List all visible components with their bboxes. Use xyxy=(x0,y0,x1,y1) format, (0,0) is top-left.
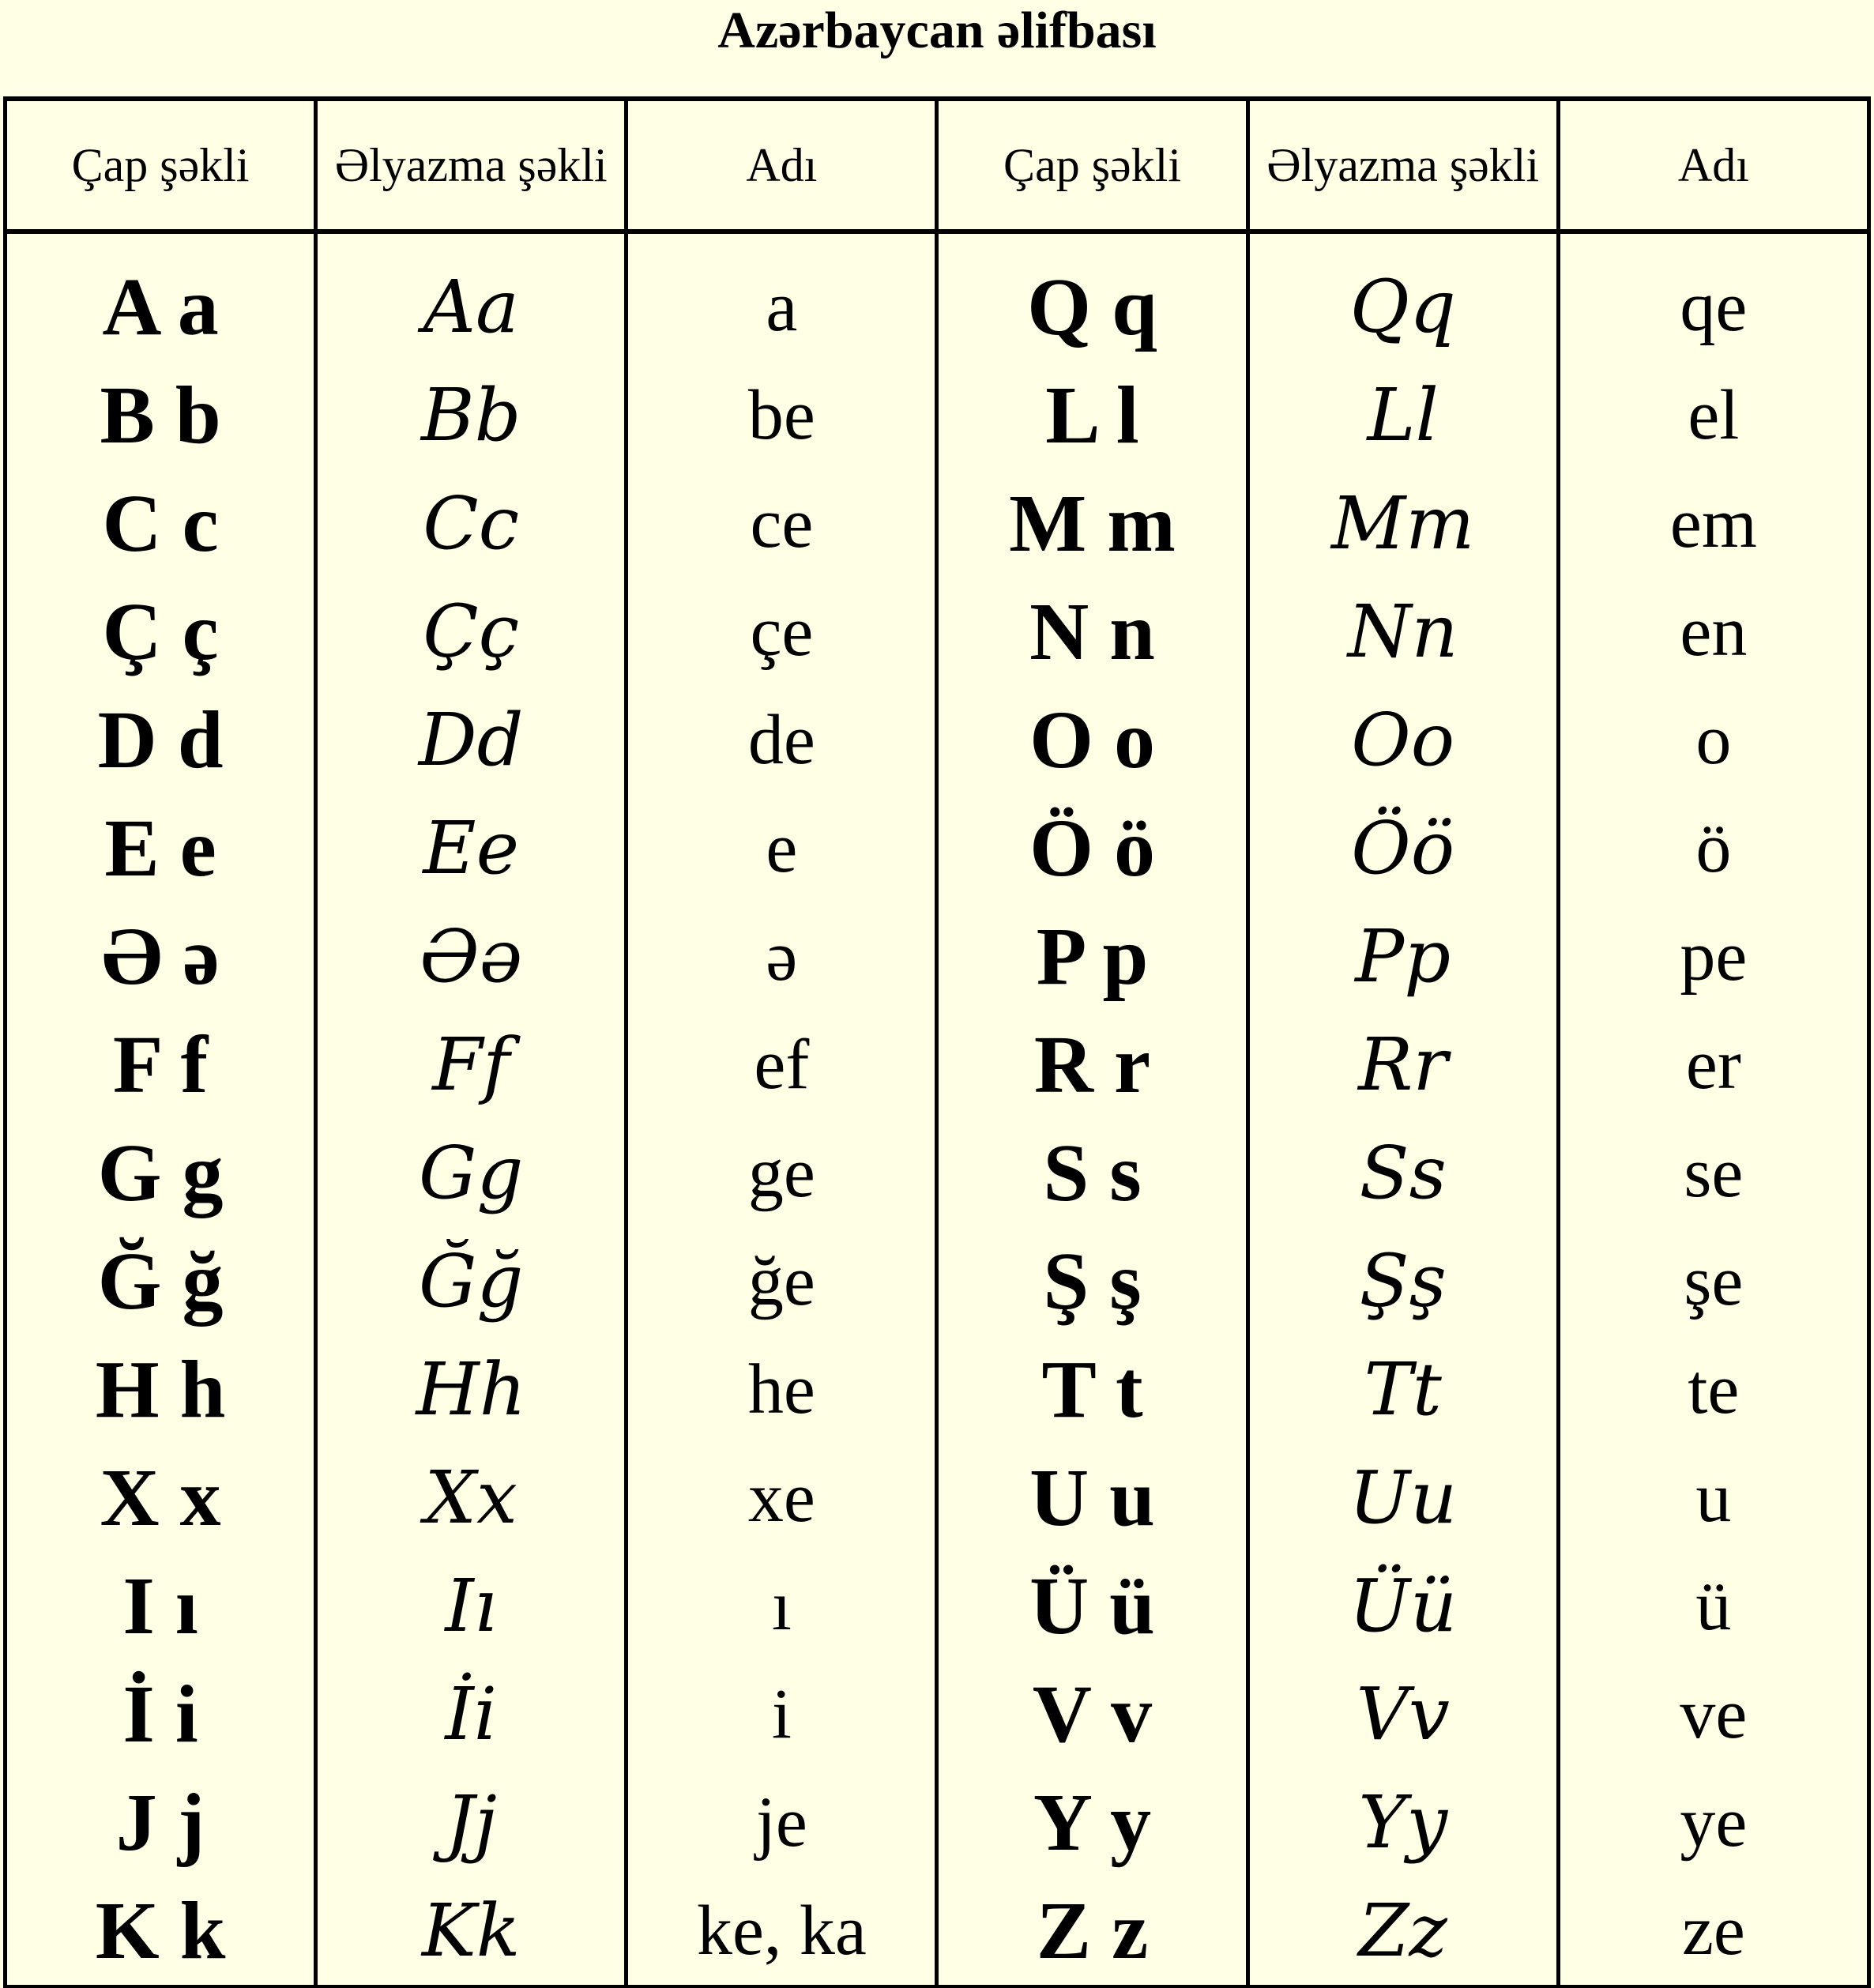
handwritten-form-right: Üü xyxy=(1247,1552,1558,1660)
handwritten-form-right: Vv xyxy=(1247,1660,1558,1768)
print-form-right: U u xyxy=(937,1444,1247,1552)
letter-name-right: o xyxy=(1558,686,1868,794)
letter-name-left: be xyxy=(627,361,937,469)
handwritten-form-left: Gg xyxy=(316,1119,627,1227)
handwritten-form-left: Iı xyxy=(316,1552,627,1660)
print-form-right: Y y xyxy=(937,1768,1247,1877)
print-form-left: D d xyxy=(6,686,316,794)
table-row xyxy=(6,232,1869,361)
table-row xyxy=(6,1227,1869,1335)
handwritten-form-left: Aa xyxy=(316,232,627,361)
handwritten-form-left: Kk xyxy=(316,1877,627,1987)
letter-name-right: te xyxy=(1558,1335,1868,1444)
table-row xyxy=(6,1877,1869,1987)
handwritten-form-left: Bb xyxy=(316,361,627,469)
table-row xyxy=(6,1768,1869,1877)
print-form-left: A a xyxy=(6,232,316,361)
letter-name-right: em xyxy=(1558,469,1868,578)
print-form-left: K k xyxy=(6,1877,316,1987)
letter-name-right: qe xyxy=(1558,232,1868,361)
handwritten-form-right: Qq xyxy=(1247,232,1558,361)
header-print-form-left: Çap şəkli xyxy=(6,99,316,232)
letter-name-right: şe xyxy=(1558,1227,1868,1335)
handwritten-form-right: Ss xyxy=(1247,1119,1558,1227)
table-row xyxy=(6,1444,1869,1552)
header-handwritten-form-left: Əlyazma şəkli xyxy=(316,99,627,232)
handwritten-form-right: Nn xyxy=(1247,578,1558,686)
letter-name-left: ef xyxy=(627,1011,937,1119)
letter-name-right: ö xyxy=(1558,794,1868,902)
handwritten-form-left: Ğğ xyxy=(316,1227,627,1335)
print-form-left: C c xyxy=(6,469,316,578)
letter-name-left: ge xyxy=(627,1119,937,1227)
handwritten-form-right: Tt xyxy=(1247,1335,1558,1444)
print-form-right: Ş ş xyxy=(937,1227,1247,1335)
letter-name-left: he xyxy=(627,1335,937,1444)
letter-name-right: ü xyxy=(1558,1552,1868,1660)
print-form-right: Ü ü xyxy=(937,1552,1247,1660)
print-form-left: F f xyxy=(6,1011,316,1119)
table-row xyxy=(6,1660,1869,1768)
letter-name-left: ə xyxy=(627,902,937,1011)
print-form-left: X x xyxy=(6,1444,316,1552)
handwritten-form-left: Ee xyxy=(316,794,627,902)
alphabet-table xyxy=(3,96,1871,1988)
letter-name-left: je xyxy=(627,1768,937,1877)
letter-name-right: ve xyxy=(1558,1660,1868,1768)
table-row xyxy=(6,361,1869,469)
print-form-right: L l xyxy=(937,361,1247,469)
header-handwritten-form-right: Əlyazma şəkli xyxy=(1247,99,1558,232)
page-title: Azərbaycan əlifbası xyxy=(717,2,1157,59)
print-form-left: İ i xyxy=(6,1660,316,1768)
table-row xyxy=(6,578,1869,686)
print-form-right: V v xyxy=(937,1660,1247,1768)
letter-name-left: i xyxy=(627,1660,937,1768)
print-form-left: J j xyxy=(6,1768,316,1877)
handwritten-form-left: Hh xyxy=(316,1335,627,1444)
handwritten-form-left: Çç xyxy=(316,578,627,686)
handwritten-form-left: Cc xyxy=(316,469,627,578)
table-row xyxy=(6,1552,1869,1660)
print-form-right: N n xyxy=(937,578,1247,686)
table-header-row xyxy=(6,99,1869,232)
handwritten-form-right: Oo xyxy=(1247,686,1558,794)
letter-name-left: çe xyxy=(627,578,937,686)
table-row xyxy=(6,794,1869,902)
print-form-left: I ı xyxy=(6,1552,316,1660)
letter-name-right: en xyxy=(1558,578,1868,686)
handwritten-form-right: Şş xyxy=(1247,1227,1558,1335)
handwritten-form-left: Jj xyxy=(316,1768,627,1877)
letter-name-right: er xyxy=(1558,1011,1868,1119)
letter-name-right: se xyxy=(1558,1119,1868,1227)
handwritten-form-right: Uu xyxy=(1247,1444,1558,1552)
table-row xyxy=(6,1119,1869,1227)
print-form-right: O o xyxy=(937,686,1247,794)
print-form-left: G g xyxy=(6,1119,316,1227)
print-form-right: R r xyxy=(937,1011,1247,1119)
handwritten-form-left: Əə xyxy=(316,902,627,1011)
print-form-right: T t xyxy=(937,1335,1247,1444)
print-form-left: Ğ ğ xyxy=(6,1227,316,1335)
letter-name-left: e xyxy=(627,794,937,902)
letter-name-left: xe xyxy=(627,1444,937,1552)
letter-name-right: ye xyxy=(1558,1768,1868,1877)
print-form-right: Ö ö xyxy=(937,794,1247,902)
print-form-right: S s xyxy=(937,1119,1247,1227)
table-row xyxy=(6,902,1869,1011)
header-name-left: Adı xyxy=(627,99,937,232)
print-form-right: Q q xyxy=(937,232,1247,361)
print-form-left: H h xyxy=(6,1335,316,1444)
letter-name-right: ze xyxy=(1558,1877,1868,1987)
table-row xyxy=(6,686,1869,794)
handwritten-form-right: Zz xyxy=(1247,1877,1558,1987)
print-form-right: P p xyxy=(937,902,1247,1011)
handwritten-form-right: Ll xyxy=(1247,361,1558,469)
letter-name-left: ke, ka xyxy=(627,1877,937,1987)
header-name-right: Adı xyxy=(1558,99,1868,232)
handwritten-form-right: Yy xyxy=(1247,1768,1558,1877)
letter-name-right: u xyxy=(1558,1444,1868,1552)
print-form-right: M m xyxy=(937,469,1247,578)
handwritten-form-right: Mm xyxy=(1247,469,1558,578)
letter-name-left: ı xyxy=(627,1552,937,1660)
handwritten-form-right: Pp xyxy=(1247,902,1558,1011)
print-form-right: Z z xyxy=(937,1877,1247,1987)
letter-name-left: ce xyxy=(627,469,937,578)
letter-name-left: a xyxy=(627,232,937,361)
table-row xyxy=(6,1011,1869,1119)
handwritten-form-right: Öö xyxy=(1247,794,1558,902)
table-row xyxy=(6,1335,1869,1444)
handwritten-form-left: İi xyxy=(316,1660,627,1768)
letter-name-left: de xyxy=(627,686,937,794)
handwritten-form-left: Dd xyxy=(316,686,627,794)
handwritten-form-left: Xx xyxy=(316,1444,627,1552)
handwritten-form-left: Ff xyxy=(316,1011,627,1119)
letter-name-right: pe xyxy=(1558,902,1868,1011)
header-print-form-right: Çap şəkli xyxy=(937,99,1247,232)
letter-name-left: ğe xyxy=(627,1227,937,1335)
print-form-left: B b xyxy=(6,361,316,469)
table-row xyxy=(6,469,1869,578)
letter-name-right: el xyxy=(1558,361,1868,469)
print-form-left: E e xyxy=(6,794,316,902)
print-form-left: Ç ç xyxy=(6,578,316,686)
handwritten-form-right: Rr xyxy=(1247,1011,1558,1119)
print-form-left: Ə ə xyxy=(6,902,316,1011)
